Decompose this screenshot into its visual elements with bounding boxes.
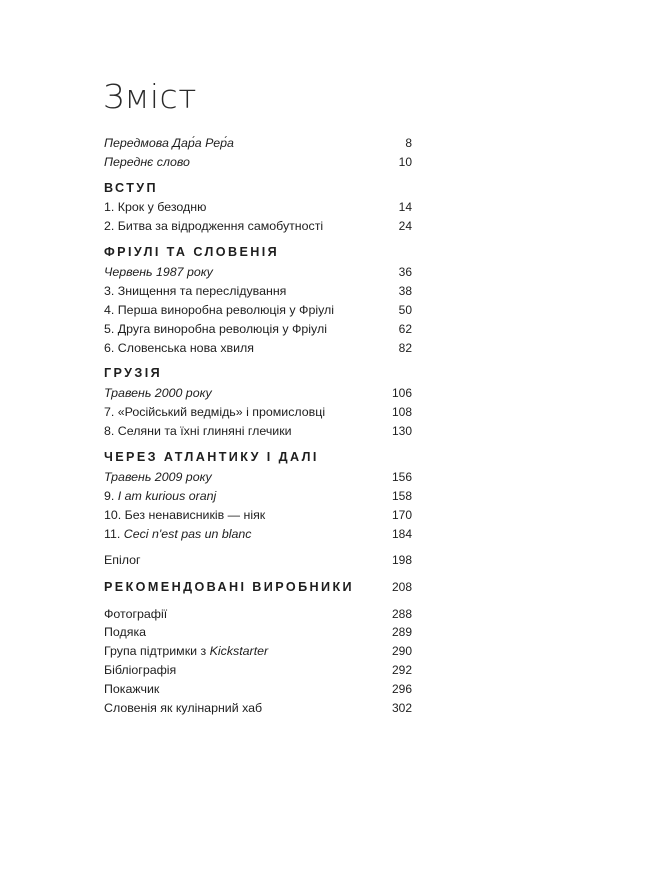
toc-entry bbox=[104, 487, 412, 505]
toc-entry bbox=[104, 605, 412, 623]
toc-entry-italic-text: Ceci n'est pas un blanc bbox=[123, 527, 252, 541]
toc-entry-text: Покажчик bbox=[104, 682, 160, 696]
toc-entry-label bbox=[104, 551, 141, 569]
toc-page-number: 289 bbox=[391, 625, 412, 639]
toc-entry bbox=[104, 134, 412, 152]
toc-entry-text: Травень 2000 року bbox=[104, 386, 212, 400]
toc-entry-label bbox=[104, 506, 265, 524]
toc-entry-label bbox=[104, 699, 262, 717]
toc-section-heading bbox=[104, 448, 412, 466]
toc-entry bbox=[104, 551, 412, 569]
toc-entry-text: Травень 2009 року bbox=[104, 470, 212, 484]
toc-page-number: 198 bbox=[391, 553, 412, 567]
toc-entry-label bbox=[104, 243, 279, 261]
toc-page-number: 288 bbox=[391, 607, 412, 621]
toc-page-number: 14 bbox=[398, 200, 412, 214]
toc-entry bbox=[104, 198, 412, 216]
toc-page-number: 130 bbox=[391, 424, 412, 438]
toc-entry-label bbox=[104, 448, 319, 466]
toc-page-number: 106 bbox=[391, 386, 412, 400]
toc-page-number: 208 bbox=[391, 580, 412, 594]
toc-entry-label bbox=[104, 384, 212, 402]
toc-section-heading bbox=[104, 179, 412, 197]
toc-entry-text: Словенія як кулінарний хаб bbox=[104, 701, 263, 715]
page-title: Зміст bbox=[103, 77, 197, 116]
toc-entry-label bbox=[104, 179, 158, 197]
toc-entry-label bbox=[104, 320, 327, 338]
toc-entry-text: Група підтримки з bbox=[104, 644, 210, 658]
toc-entry-label bbox=[104, 263, 213, 281]
toc-page-number: 62 bbox=[398, 322, 412, 336]
toc-page-number: 184 bbox=[391, 527, 412, 541]
toc-entry-text: 2. Битва за відродження самобутності bbox=[104, 219, 324, 233]
toc-entry-text: 11. bbox=[104, 527, 124, 541]
toc-entry bbox=[104, 263, 412, 281]
toc-entry-text: Бібліографія bbox=[104, 663, 177, 677]
toc-entry bbox=[104, 642, 412, 660]
toc-page-number: 108 bbox=[391, 405, 412, 419]
toc-entry bbox=[104, 422, 412, 440]
toc-entry-italic-text: Kickstarter bbox=[209, 644, 269, 658]
toc-entry-text: ГРУЗІЯ bbox=[104, 366, 163, 380]
toc-entry-text: РЕКОМЕНДОВАНІ ВИРОБНИКИ bbox=[104, 580, 355, 594]
toc-entry-label bbox=[104, 578, 354, 596]
toc-entry bbox=[104, 339, 412, 357]
toc-entry bbox=[104, 403, 412, 421]
toc-entry-text: Фотографії bbox=[104, 607, 168, 621]
toc-entry bbox=[104, 301, 412, 319]
toc-entry-text: Переднє слово bbox=[104, 155, 190, 169]
toc-entry bbox=[104, 661, 412, 679]
toc-entry-label bbox=[104, 525, 251, 543]
toc-page-number: 158 bbox=[391, 489, 412, 503]
toc-entry bbox=[104, 384, 412, 402]
toc-page-number: 82 bbox=[398, 341, 412, 355]
toc-page-number: 302 bbox=[391, 701, 412, 715]
toc-entry-label bbox=[104, 153, 190, 171]
toc-entry-text: 10. Без ненависників — ніяк bbox=[104, 508, 266, 522]
toc-entry-italic-text: I am kurious oranj bbox=[117, 489, 217, 503]
toc-entry-text: 3. Знищення та переслідування bbox=[104, 284, 287, 298]
toc-entry bbox=[104, 153, 412, 171]
toc-page-number: 8 bbox=[405, 136, 412, 150]
toc-section-heading bbox=[104, 364, 412, 382]
toc-entry-label bbox=[104, 134, 234, 152]
toc-entry-text: 4. Перша винoробна революція у Фріулі bbox=[104, 303, 335, 317]
toc-entry-text: Епілог bbox=[104, 553, 141, 567]
toc-entry bbox=[104, 699, 412, 717]
toc-entry-label bbox=[104, 422, 292, 440]
toc-entry-label bbox=[104, 198, 206, 216]
toc-page-number: 10 bbox=[398, 155, 412, 169]
toc-entry bbox=[104, 680, 412, 698]
toc-entry-label bbox=[104, 661, 176, 679]
toc-entry-label bbox=[104, 403, 325, 421]
toc-entry-label bbox=[104, 642, 268, 660]
toc-page-number: 290 bbox=[391, 644, 412, 658]
toc-entry-text: 5. Друга винoробна революція у Фріулі bbox=[104, 322, 327, 336]
toc-entry-text: Червень 1987 року bbox=[104, 265, 213, 279]
toc-entry bbox=[104, 320, 412, 338]
toc-entry-text: Передмова Дар́а Рер́а bbox=[104, 136, 234, 150]
toc-entry-label bbox=[104, 623, 146, 641]
toc-entry-text: Подяка bbox=[104, 625, 147, 639]
toc-entry-text: ЧЕРЕЗ АТЛАНТИКУ І ДАЛІ bbox=[104, 450, 319, 464]
toc-entry bbox=[104, 282, 412, 300]
toc-page-number: 38 bbox=[398, 284, 412, 298]
toc-page-number: 292 bbox=[391, 663, 412, 677]
toc-entry bbox=[104, 525, 412, 543]
toc-entry-label bbox=[104, 487, 216, 505]
toc-entry-text: 8. Селяни та їхні глиняні глечики bbox=[104, 424, 292, 438]
toc-entry-label bbox=[104, 282, 286, 300]
toc-entry-label bbox=[104, 680, 159, 698]
toc-entry-text: ВСТУП bbox=[104, 181, 158, 195]
toc-entry-label bbox=[104, 605, 167, 623]
toc-entry-text: 9. bbox=[104, 489, 118, 503]
toc-entry bbox=[104, 217, 412, 235]
toc-entry-label bbox=[104, 217, 323, 235]
toc-entry bbox=[104, 623, 412, 641]
toc-entry-label bbox=[104, 364, 162, 382]
toc-page-number: 50 bbox=[398, 303, 412, 317]
toc-entry-label bbox=[104, 339, 254, 357]
toc-section-heading bbox=[104, 243, 412, 261]
toc-entry-text: ФРІУЛІ ТА СЛОВЕНІЯ bbox=[104, 245, 280, 259]
toc-page-number: 170 bbox=[391, 508, 412, 522]
toc-entry-label bbox=[104, 468, 212, 486]
toc-page-number: 24 bbox=[398, 219, 412, 233]
toc-page-number: 296 bbox=[391, 682, 412, 696]
toc-entry bbox=[104, 468, 412, 486]
toc-page-number: 36 bbox=[398, 265, 412, 279]
toc-section-heading bbox=[104, 578, 412, 596]
toc-entry bbox=[104, 506, 412, 524]
toc-entry-text: 6. Словенська нова хвиля bbox=[104, 341, 254, 355]
toc-entry-label bbox=[104, 301, 334, 319]
toc-entry-text: 1. Крок у безодню bbox=[104, 200, 207, 214]
toc-page-number: 156 bbox=[391, 470, 412, 484]
toc-entry-text: 7. «Російський ведмідь» і промисловці bbox=[104, 405, 326, 419]
